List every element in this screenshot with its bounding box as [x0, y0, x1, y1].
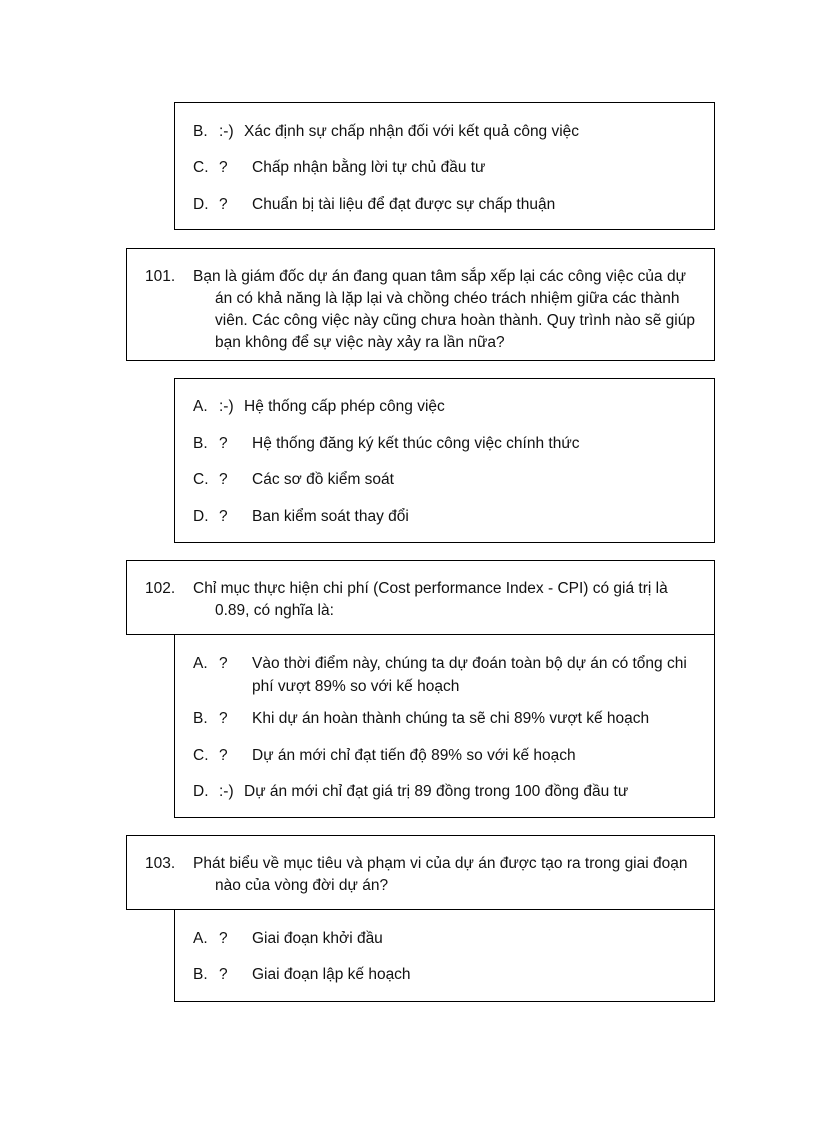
question-mark: ? — [219, 471, 228, 488]
option-c: C. ? Các sơ đồ kiểm soát — [193, 468, 702, 491]
option-c: C. ? Dự án mới chỉ đạt tiến độ 89% so với kế hoạch — [193, 744, 702, 767]
option-b: B. ? Khi dự án hoàn thành chúng ta sẽ chi 89% vượt kế hoạch — [193, 707, 702, 730]
question-mark: ? — [219, 196, 228, 213]
option-d: D. :-) Dự án mới chỉ đạt giá trị 89 đồng trong 100 đồng đầu tư — [193, 780, 702, 803]
option-b: B. ? Hệ thống đăng ký kết thúc công việc chính thức — [193, 432, 702, 455]
question-mark: ? — [219, 747, 228, 764]
option-c: C. ? Chấp nhận bằng lời tự chủ đầu tư — [193, 156, 702, 179]
smiley-mark: :-) — [219, 783, 234, 800]
question-mark: ? — [219, 435, 228, 452]
option-a: A. ? Vào thời điểm này, chúng ta dự đoán toàn bộ dự án có tổng chi phí vượt 89% so với kế hoạch — [193, 652, 702, 698]
question-mark: ? — [219, 966, 228, 983]
question-103-text: 103. Phát biểu về mục tiêu và phạm vi của dự án được tạo ra trong giai đoạn nào của vòng đời dự án? — [145, 855, 688, 894]
answers-box-prev — [174, 102, 715, 230]
question-mark: ? — [219, 159, 228, 176]
option-d: D. ? Ban kiểm soát thay đổi — [193, 505, 702, 528]
question-mark: ? — [219, 655, 228, 672]
question-102-box — [126, 560, 715, 635]
question-103-box — [126, 835, 715, 910]
option-b: B. ? Giai đoạn lập kế hoạch — [193, 963, 702, 986]
smiley-mark: :-) — [219, 398, 234, 415]
question-mark: ? — [219, 930, 228, 947]
question-mark: ? — [219, 508, 228, 525]
option-d: D. ? Chuẩn bị tài liệu để đạt được sự chấp thuận — [193, 193, 702, 216]
question-102-text: 102. Chỉ mục thực hiện chi phí (Cost performance Index - CPI) có giá trị là 0.89, có nghĩa là: — [145, 580, 668, 619]
option-a: A. ? Giai đoạn khởi đầu — [193, 927, 702, 950]
smiley-mark: :-) — [219, 123, 234, 140]
question-102-answers — [174, 634, 715, 818]
question-101-box — [126, 248, 715, 361]
option-a: A. :-) Hệ thống cấp phép công việc — [193, 395, 702, 418]
question-mark: ? — [219, 710, 228, 727]
question-101-answers — [174, 378, 715, 543]
option-b: B. :-) Xác định sự chấp nhận đối với kết quả công việc — [193, 120, 702, 143]
question-103-answers — [174, 909, 715, 1002]
question-101-text: 101. Bạn là giám đốc dự án đang quan tâm sắp xếp lại các công việc của dự án có khả năng là lặp lại và chồng chéo trách nhiệm giữa các thành viên. Các công việc này cũng chưa hoàn thành. Quy trình nào sẽ giúp bạn không để sự việc này xảy ra lần nữa? — [145, 268, 695, 351]
